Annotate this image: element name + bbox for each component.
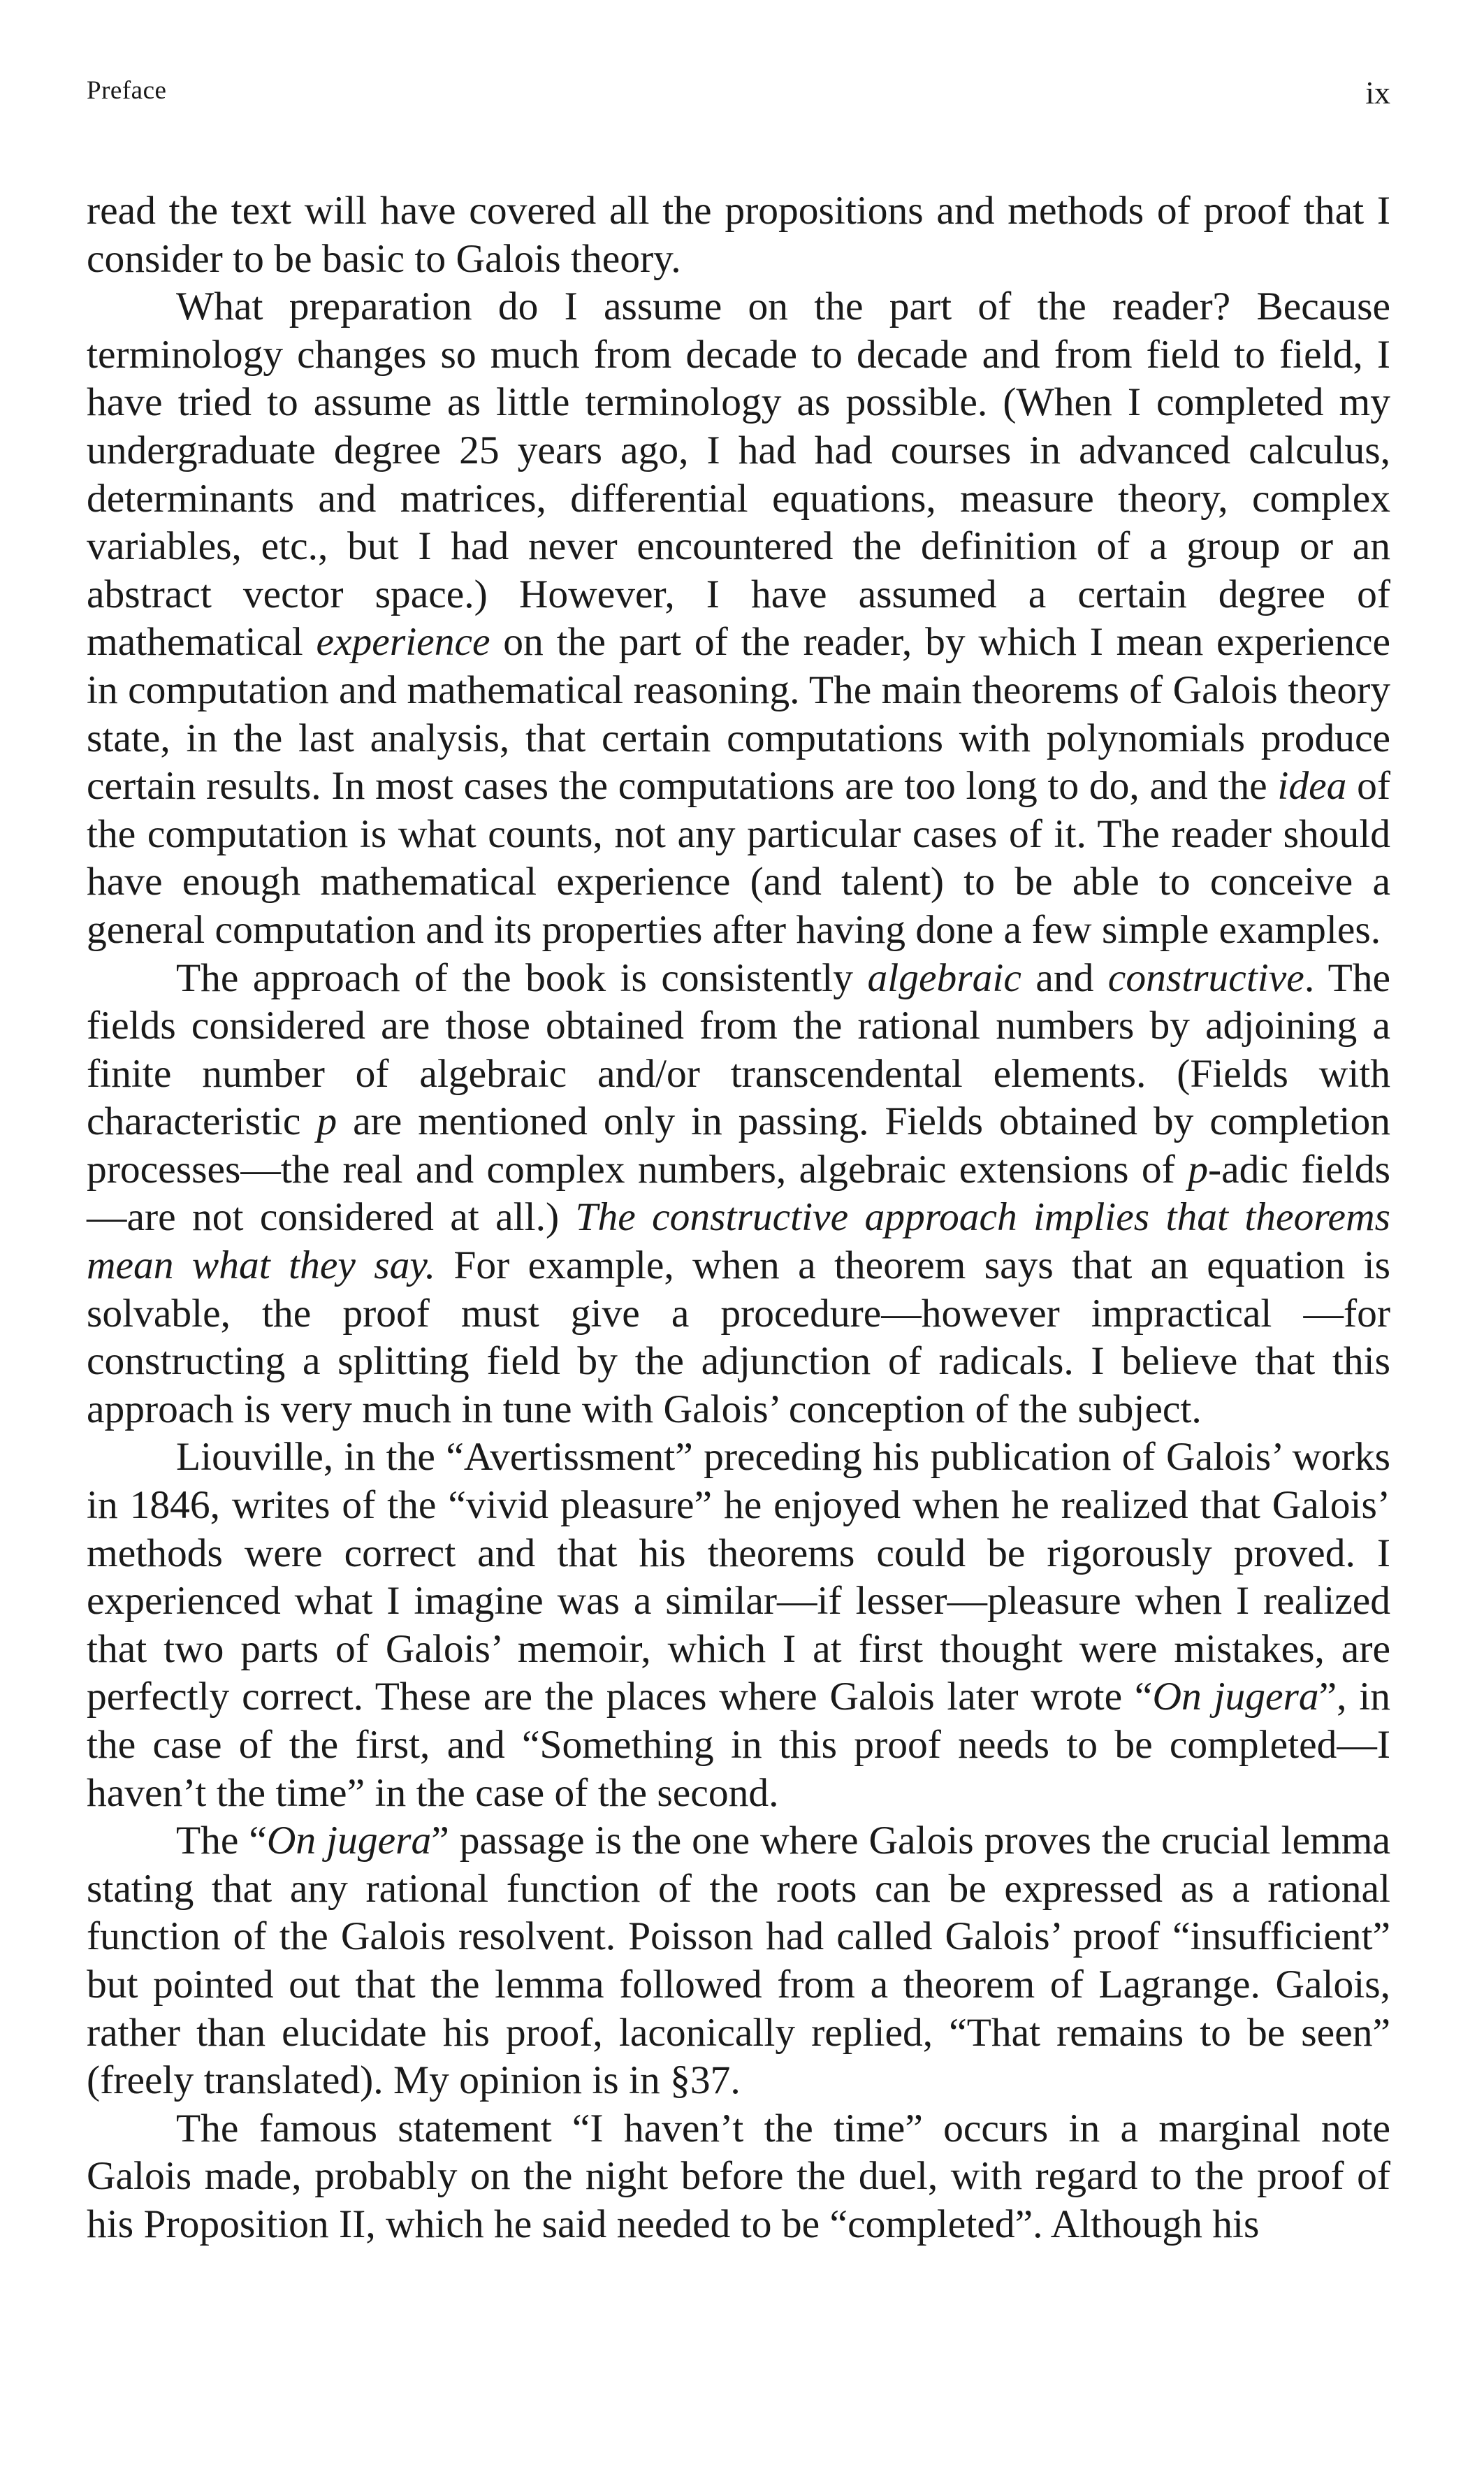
text-run: The “ bbox=[176, 1819, 267, 1863]
text-run: on the part of the reader, by which I mean experience in computation and mathematical reasoning. The main theorems of Galois theory state, in the last analysis, that certain computations with polynomials produce certain results. In most cases the computations are too long to do, and the bbox=[87, 620, 1390, 809]
text-run: ”, in the case of the first, and “Something in this proof needs to be completed—I haven’t the time” in the case of the second. bbox=[87, 1675, 1391, 1815]
text-run: What preparation do I assume on the part of the reader? Because terminology changes so much from decade to decade and from field to field, I have tried to assume as little terminology as possible. (When I completed my undergraduate degree 25 years ago, I had had courses in advanced calculus, determinants and matrices, differential equations, measure theory, complex variables, etc., but I had never encountered the definition of a group or an abstract vector space.) However, I have assumed a certain degree of mathematical bbox=[87, 284, 1390, 665]
text-run: of the computation is what counts, not any particular cases of it. The reader should have enough mathematical experience (and talent) to be able to conceive a general computation and its properties after having done a few simple examples. bbox=[87, 764, 1390, 952]
text-run: read the text will have covered all the propositions and methods of proof that I consider to be basic to Galois theory. bbox=[87, 189, 1390, 281]
text-run: are mentioned only in passing. Fields obtained by completion processes—the real and complex numbers, algebraic extensions of bbox=[87, 1099, 1391, 1192]
text-run: The approach of the book is consistently bbox=[176, 955, 868, 1000]
paragraph-liouville bbox=[87, 1433, 1390, 1817]
italic-run: idea bbox=[1277, 764, 1347, 809]
paragraph-famous-statement bbox=[87, 2105, 1390, 2249]
paragraph-approach bbox=[87, 955, 1390, 1434]
paragraph-preparation bbox=[87, 283, 1390, 954]
text-run: For example, when a theorem says that an equation is solvable, the proof must give a procedure—however impractical —for constructing a splitting field by the adjunction of radicals. I believe that this approach is very much in tune with Galois’ conception of the subject. bbox=[87, 1243, 1390, 1431]
body-text bbox=[87, 187, 1390, 2249]
italic-run: p bbox=[1188, 1147, 1208, 1192]
paragraph-continued bbox=[87, 187, 1390, 283]
italic-run: p bbox=[317, 1099, 337, 1144]
italic-run: experience bbox=[316, 620, 490, 665]
italic-run: The constructive approach implies that theorems mean what they say. bbox=[87, 1195, 1390, 1288]
text-run: . The fields considered are those obtained from the rational numbers by adjoining a finite number of algebraic and/or transcendental elements. (Fields with characteristic bbox=[87, 955, 1390, 1144]
paragraph-on-jugera bbox=[87, 1817, 1390, 2105]
text-run: and bbox=[1021, 955, 1108, 1000]
italic-run: constructive bbox=[1107, 955, 1304, 1000]
italic-run: On jugera bbox=[266, 1819, 432, 1863]
italic-run: On jugera bbox=[1152, 1675, 1319, 1719]
text-run: -adic fields—are not considered at all.) bbox=[87, 1147, 1390, 1240]
running-head bbox=[87, 75, 1390, 117]
text-run: ” passage is the one where Galois proves the crucial lemma stating that any rational function of the roots can be expressed as a rational function of the Galois resolvent. Poisson had called Galois’ proof “insufficient” but pointed out that the lemma followed from a theorem of Lagrange. Galois, rather than elucidate his proof, laconically replied, “That remains to be seen” (freely translated). My opinion is in §37. bbox=[87, 1819, 1390, 2103]
page-number: ix bbox=[1365, 75, 1390, 110]
italic-run: algebraic bbox=[867, 955, 1021, 1000]
text-run: The famous statement “I haven’t the time” occurs in a marginal note Galois made, probably on the night before the duel, with regard to the proof of his Proposition II, which he said needed to be “completed”. Although his bbox=[87, 2106, 1390, 2246]
running-title: Preface bbox=[87, 76, 167, 105]
text-run: Liouville, in the “Avertissment” preceding his publication of Galois’ works in 1846, writes of the “vivid pleasure” he enjoyed when he realized that Galois’ methods were correct and that his theorems could be rigorously proved. I experienced what I imagine was a similar—if lesser—pleasure when I realized that two parts of Galois’ memoir, which I at first thought were mistakes, are perfectly correct. These are the places where Galois later wrote “ bbox=[87, 1435, 1390, 1719]
